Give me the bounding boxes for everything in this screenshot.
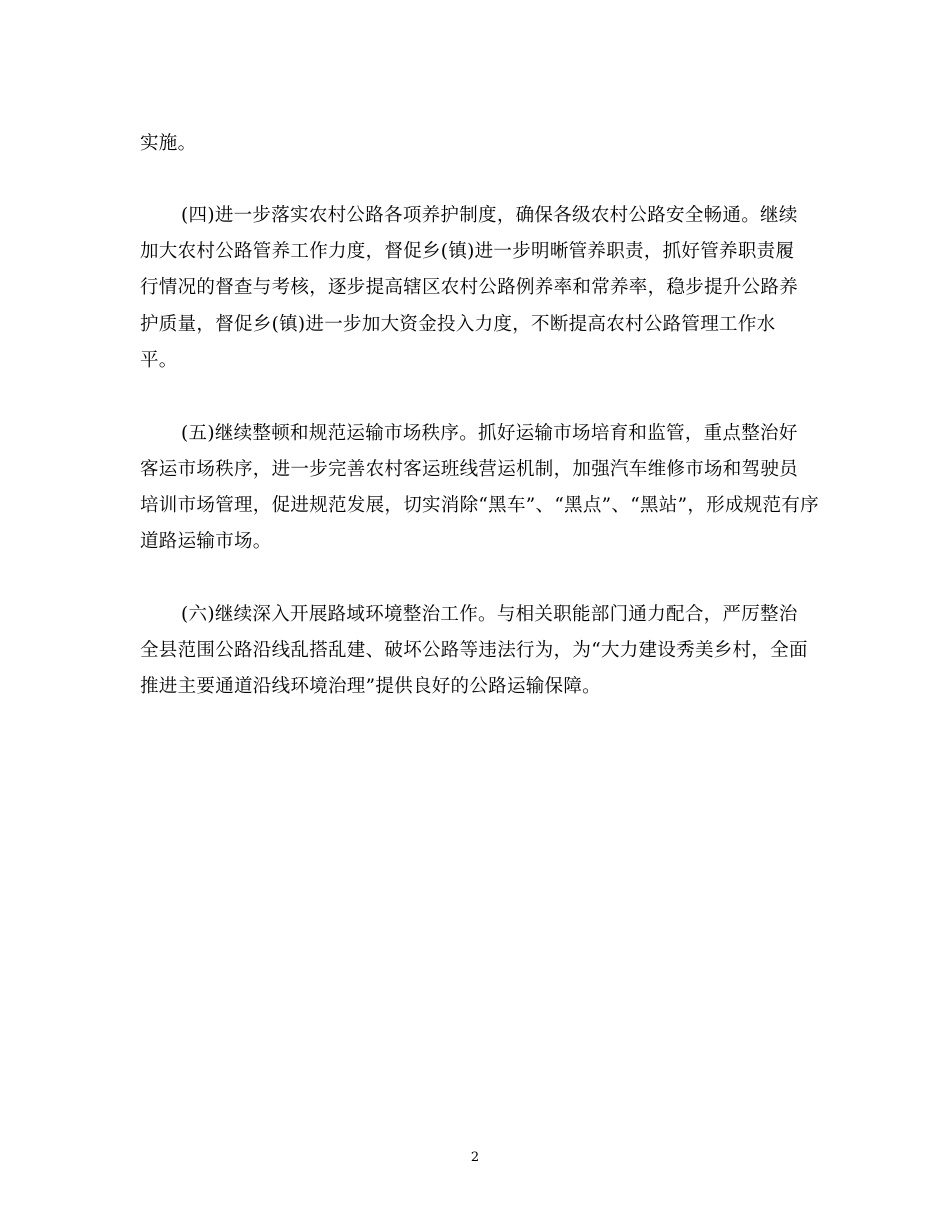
- paragraph-line: 培训市场管理，促进规范发展，切实消除“黑车”、“黑点”、“黑站”，形成规范有序: [140, 495, 819, 516]
- paragraph-line: 推进主要通道沿线环境治理”提供良好的公路运输保障。: [140, 676, 601, 697]
- paragraph-line: (六)继续深入开展路域环境整治工作。与相关职能部门通力配合，严厉整治: [181, 604, 798, 625]
- paragraph-line: 全县范围公路沿线乱搭乱建、破坏公路等违法行为，为“大力建设秀美乡村，全面: [140, 640, 808, 661]
- page-number: 2: [470, 1150, 480, 1165]
- paragraph-line: 加大农村公路管养工作力度，督促乡(镇)进一步明晰管养职责，抓好管养职责履: [140, 241, 795, 262]
- paragraph-line: 平。: [140, 350, 178, 371]
- paragraph-line: 道路运输市场。: [140, 531, 272, 552]
- paragraph-line: 护质量，督促乡(镇)进一步加大资金投入力度，不断提高农村公路管理工作水: [140, 314, 776, 335]
- paragraph-line: (四)进一步落实农村公路各项养护制度，确保各级农村公路安全畅通。继续: [181, 205, 798, 226]
- paragraph-line: 客运市场秩序，进一步完善农村客运班线营运机制，加强汽车维修市场和驾驶员: [140, 459, 799, 480]
- paragraph-line: 实施。: [140, 133, 197, 154]
- paragraph-line: (五)继续整顿和规范运输市场秩序。抓好运输市场培育和监管，重点整治好: [181, 423, 798, 444]
- paragraph-line: 行情况的督查与考核，逐步提高辖区农村公路例养率和常养率，稳步提升公路养: [140, 277, 799, 298]
